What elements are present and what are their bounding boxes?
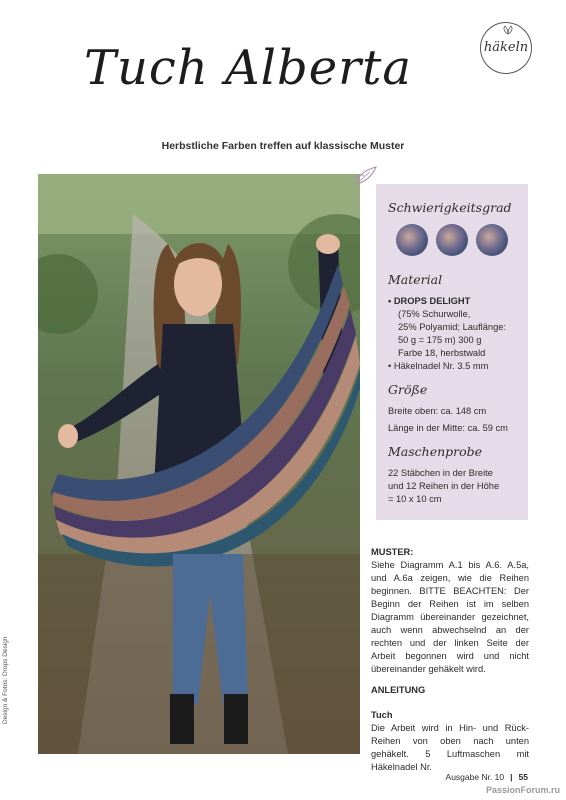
material-heading: Material xyxy=(388,272,443,287)
gauge-line: 22 Stäbchen in der Breite xyxy=(388,468,493,478)
page-number: 55 xyxy=(518,772,528,782)
yarn-ball-icon xyxy=(436,224,468,256)
size-heading: Größe xyxy=(388,382,428,397)
size-line: Breite oben: ca. 148 cm xyxy=(388,406,487,416)
issue-label: Ausgabe Nr. 10 xyxy=(445,772,505,782)
watermark: PassionForum.ru xyxy=(485,785,560,795)
yarn-ball-icon xyxy=(476,224,508,256)
material-line: • Häkelnadel Nr. 3.5 mm xyxy=(388,361,489,371)
leaf-decoration-icon xyxy=(352,164,380,186)
instructions-text: Die Arbeit wird in Hin- und Rück-Reihen von oben nach unten gehäkelt. 5 Luftmaschen mit Häkelnadel Nr. xyxy=(371,723,529,772)
instructions-subheading: Tuch xyxy=(371,710,393,720)
gauge-line: und 12 Reihen in der Höhe xyxy=(388,481,500,491)
page-title: Tuch Alberta xyxy=(84,40,412,96)
pattern-heading: MUSTER: xyxy=(371,547,414,557)
material-line: Farbe 18, herbstwald xyxy=(398,348,486,358)
page-footer xyxy=(446,772,528,782)
info-box xyxy=(376,184,528,520)
material-line: (75% Schurwolle, xyxy=(398,309,471,319)
instructions-heading: ANLEITUNG xyxy=(371,685,426,695)
footer-separator: | xyxy=(510,772,513,782)
gauge-heading: Maschenprobe xyxy=(388,444,483,459)
leaf-icon xyxy=(501,25,515,35)
instructions-section xyxy=(371,684,529,774)
material-line: 50 g = 175 m) 300 g xyxy=(398,335,482,345)
pattern-section xyxy=(371,546,529,676)
yarn-ball-icon xyxy=(396,224,428,256)
pattern-text: Siehe Diagramm A.1 bis A.6. A.5a, und A.6a zeigen, wie die Reihen beginnen. BITTE BEACHTEN: Der Beginn der Reihen ist im selben Diagramm übereinander gezeichnet, auch wenn abwechselnd an der rechten und der linken Seite der Arbeit begonnen wird und nicht übereinander gehäkelt wird. xyxy=(371,560,529,674)
model-photo xyxy=(38,174,360,754)
size-line: Länge in der Mitte: ca. 59 cm xyxy=(388,423,508,433)
material-line: 25% Polyamid; Lauflänge: xyxy=(398,322,507,332)
photo-credit: Design & Fotos: Drops Design xyxy=(2,636,9,724)
page-subtitle: Herbstliche Farben treffen auf klassische Muster xyxy=(161,140,405,152)
difficulty-heading: Schwierigkeitsgrad xyxy=(388,200,512,215)
gauge-line: = 10 x 10 cm xyxy=(388,494,442,504)
badge-label: häkeln xyxy=(483,40,529,55)
material-line: • DROPS DELIGHT xyxy=(388,296,471,306)
